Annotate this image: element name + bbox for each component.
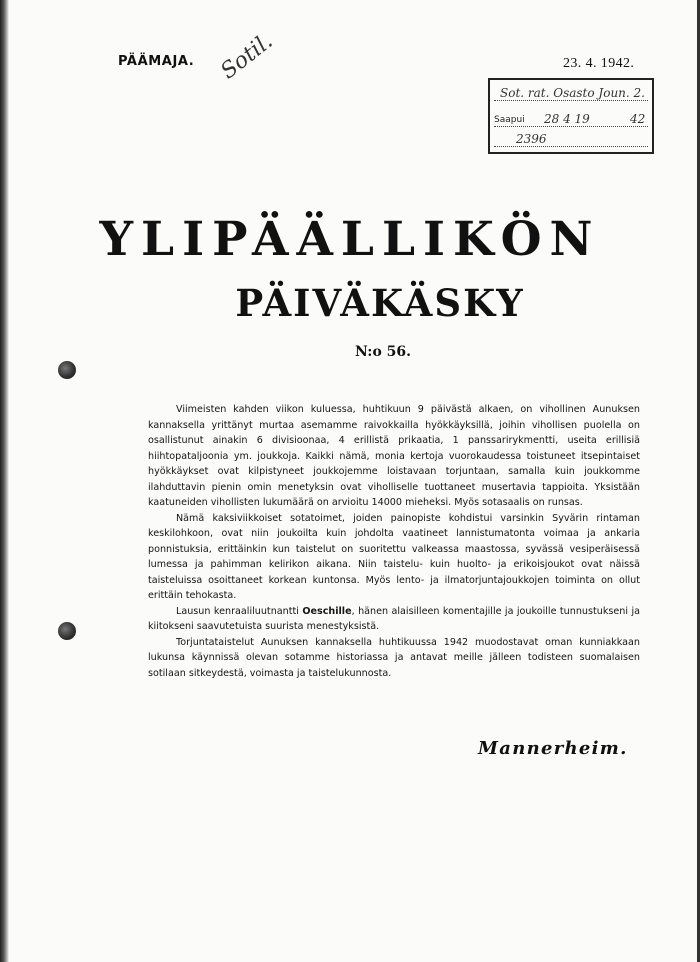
stamp-received-label: Saapui [494, 115, 525, 125]
title-sub: PÄIVÄKÄSKY [235, 281, 525, 325]
stamp-date-handwriting: 28 4 19 [544, 112, 590, 126]
stamp-row-unit [494, 84, 648, 101]
paragraph-3-name: Oeschille [302, 605, 352, 617]
stamp-row-date [494, 110, 648, 127]
document-date: 23. 4. 1942. [563, 56, 635, 71]
paragraph-3 [148, 604, 640, 635]
scan-edge-left [0, 0, 9, 962]
stamp-number-handwriting: 2396 [516, 132, 547, 146]
stamp-row-number [494, 130, 648, 147]
order-number: N:o 56. [355, 344, 412, 360]
paragraph-3-start: Lausun kenraaliluutnantti [176, 605, 303, 617]
paragraph-2: Nämä kaksiviikkoiset sotatoimet, joiden painopiste kohdistui varsinkin Syvärin rintaman keskilohkoon, ovat niin joukoilta kuin johdolta vaatineet lannistumatonta voimaa ja ankaria ponnistuksia, erittäinkin kun taistelut on suoritettu valkeassa maastossa, syvässä vesiperäisessä lumessa ja pahimman kelirikon aikana. Niin taistelu- kuin huolto- ja erikoisjoukot ovat näissä taisteluissa osoittaneet korkean kuntonsa. Myös lento- ja ilmatorjuntajoukkojen toiminta on ollut erittäin tehokasta. [148, 512, 640, 601]
paragraph-1: Viimeisten kahden viikon kuluessa, huhtikuun 9 päivästä alkaen, on vihollinen Aunuksen kannaksella yrittänyt murtaa asemamme raivokkailla hyökkäyksillä, joihin vihollisen puolella on osallistunut ainakin 6 divisioonaa, 4 erillistä prikaatia, 1 panssarirykmentti, useita erillisiä hiihtopataljoonia ym. joukkoja. Kaikki nämä, monia kertoja vuorokaudessa toistuneet itsepintaiset hyökkäykset ovat kilpistyneet joukkojemme loistavaan torjuntaan, samalla kuin joukkomme ilahduttavin pienin omin menetyksin ovat viholliselle tuottaneet musertavia tappioita. Yksistään kaatuneiden vihollisten lukumäärä on arvioitu 14000 mieheksi. Myös sotasaalis on runsas. [148, 404, 640, 508]
paragraph-4: Torjuntataistelut Aunuksen kannaksella huhtikuussa 1942 muodostavat oman kunniakkaan lukunsa käynnissä olevan sotamme historiassa ja antavat meille jälleen todisteen suomalaisen sotilaan sitkeydestä, voimasta ja taistelukunnosta. [148, 636, 640, 679]
paragraph-3-end: , hänen alaisilleen komentajille ja joukoille tunnustukseni ja kiitokseni saavutetuista suurista menestyksistä. [148, 605, 640, 632]
punch-hole-top [58, 361, 76, 379]
headquarters-label: PÄÄMAJA. [118, 54, 195, 69]
received-stamp [488, 78, 654, 154]
order-body [148, 402, 640, 681]
title-main: YLIPÄÄLLIKÖN [99, 212, 601, 267]
handwritten-mark: Sotil. [216, 28, 278, 85]
stamp-year-handwriting: 42 [630, 112, 646, 126]
punch-hole-bottom [58, 622, 76, 640]
signature: Mannerheim. [478, 738, 628, 759]
stamp-unit-handwriting: Sot. rat. Osasto Joun. 2. [500, 86, 645, 100]
